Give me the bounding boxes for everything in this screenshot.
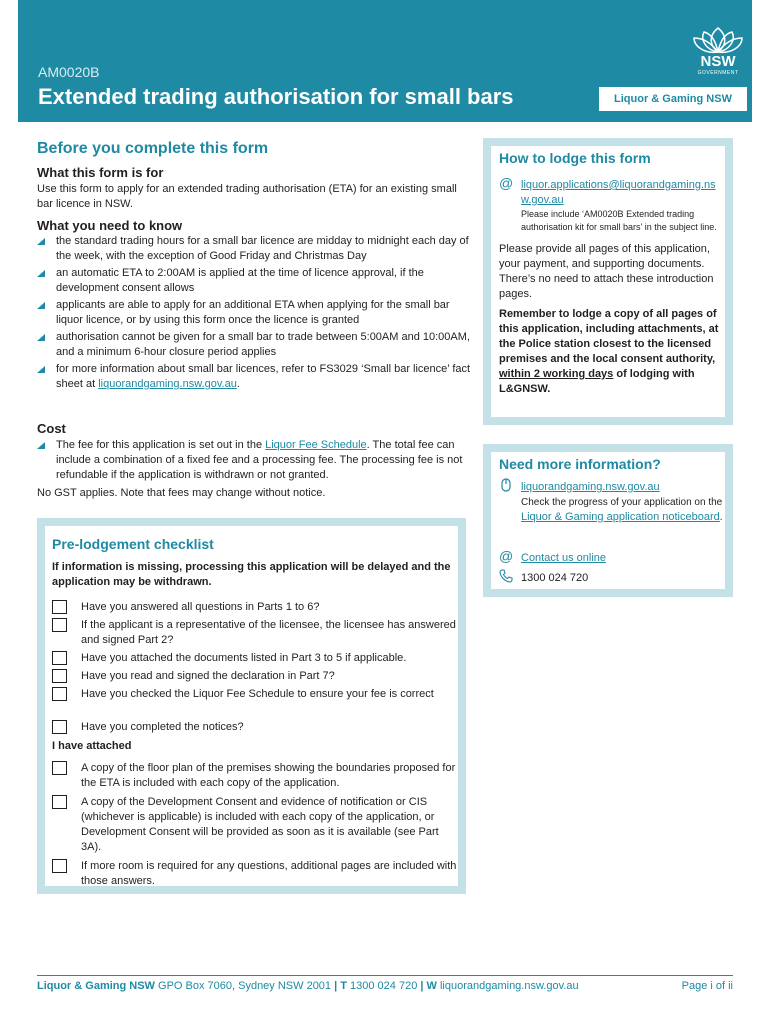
contact-link[interactable]: Contact us online [521,552,606,564]
section-heading-before: Before you complete this form [37,140,269,157]
contact-row [499,548,724,566]
checklist-item: If the applicant is a representative of the licensee, the licensee has answered and signed Part 2? [52,618,457,648]
checklist-warning: If information is missing, processing this application will be delayed and the application may be withdrawn. [52,561,451,588]
checklist-item: Have you read and signed the declaration in Part 7? [52,669,457,684]
logo-subtext: GOVERNMENT [697,70,739,76]
noticeboard-link[interactable]: Liquor & Gaming application noticeboard [521,511,720,523]
page-footer: Liquor & Gaming NSW GPO Box 7060, Sydney NSW 2001 | T 1300 024 720 | W liquorandgaming.nsw.gov.au Page i of ii [37,980,733,992]
need-to-know-list [37,234,477,394]
checkbox[interactable] [52,600,67,614]
how-to-lodge-box [483,138,733,425]
list-item: authorisation cannot be given for a small bar to trade between 5:00AM and 10:00AM, and a minimum 6-hour closure period applies [37,330,477,360]
checkbox[interactable] [52,720,67,734]
pre-lodgement-checklist [37,518,466,894]
cost-heading: Cost [37,421,66,436]
triangle-bullet-icon [37,302,45,309]
checkbox[interactable] [52,795,67,809]
list-item: The fee for this application is set out in the Liquor Fee Schedule. The total fee can include a combination of a fixed fee and a processing fee. The processing fee is not refundable if the application is withdrawn or not granted. [37,438,477,483]
footer-agency: Liquor & Gaming NSW [37,980,155,992]
attached-item: A copy of the Development Consent and evidence of notification or CIS (whichever is applicable) is included with each copy of the application, or Development Consent will be provided as soon as it is available (see Part 3A). [52,795,457,855]
triangle-bullet-icon [37,238,45,245]
phone-icon [499,569,513,586]
email-note: Please include ‘AM0020B Extended trading authorisation kit for small bars’ in the subject line. [521,209,717,232]
checklist-heading: Pre-lodgement checklist [52,536,214,552]
remember-note: Remember to lodge a copy of all pages of this application, including attachments, at the Police station closest to the licensed premises and the local consent authority, within 2 working days of lodging with L&GNSW. [499,308,719,395]
list-item: for more information about small bar licences, refer to FS3029 ‘Small bar licence’ fact sheet at liquorandgaming.nsw.gov.au. [37,362,477,392]
website-row [499,480,724,525]
triangle-bullet-icon [37,366,45,373]
checklist-item: Have you attached the documents listed in Part 3 to 5 if applicable. [52,651,457,666]
fee-schedule-link[interactable]: Liquor Fee Schedule [265,439,367,451]
form-code: AM0020B [38,64,100,80]
waratah-icon [688,24,748,54]
provide-text: Please provide all pages of this application, your payment, and supporting documents. There’s no need to attach these introduction pages. [499,243,714,300]
triangle-bullet-icon [37,270,45,277]
attached-item: If more room is required for any questions, additional pages are included with those answers. [52,859,457,889]
agency-badge: Liquor & Gaming NSW [599,87,747,111]
checkbox[interactable] [52,651,67,665]
lodge-heading: How to lodge this form [499,150,651,166]
footer-website[interactable]: liquorandgaming.nsw.gov.au [439,980,579,992]
phone-row [499,571,724,586]
triangle-bullet-icon [37,334,45,341]
check-progress-text: Check the progress of your application on the Liquor & Gaming application noticeboard. [521,497,723,523]
email-row [499,175,724,234]
at-sign-icon: @ [499,548,514,564]
email-link[interactable]: liquor.applications@liquorandgaming.nsw.gov.au [521,179,716,206]
what-for-heading: What this form is for [37,165,164,180]
checkbox[interactable] [52,618,67,632]
nsw-waratah-logo [688,24,748,80]
list-item: an automatic ETA to 2:00AM is applied at the time of licence approval, if the development consent allows [37,266,477,296]
checkbox[interactable] [52,687,67,701]
need-more-heading: Need more information? [499,456,661,472]
footer-divider [37,975,733,976]
footer-phone: 1300 024 720 [350,980,421,992]
what-for-text: Use this form to apply for an extended trading authorisation (ETA) for an existing small bar licence in NSW. [37,183,457,210]
checkbox[interactable] [52,669,67,683]
checkbox[interactable] [52,761,67,775]
list-item: applicants are able to apply for an additional ETA when applying for the small bar liquor licence, or by using this form once the licence is granted [37,298,477,328]
checklist-item: Have you completed the notices? [52,720,457,735]
attached-item: A copy of the floor plan of the premises showing the boundaries proposed for the ETA is included with each copy of the application. [52,761,457,791]
need-to-know-heading: What you need to know [37,218,183,233]
logo-text: NSW [700,53,736,70]
page-header [18,0,752,122]
phone-number: 1300 024 720 [521,572,589,584]
need-more-info-box [483,444,733,597]
checklist-item: Have you answered all questions in Parts 1 to 6? [52,600,457,615]
website-link[interactable]: liquorandgaming.nsw.gov.au [521,481,660,493]
list-item: the standard trading hours for a small bar licence are midday to midnight each day of the week, with the exception of Good Friday and Christmas Day [37,234,477,264]
gst-note: No GST applies. Note that fees may change without notice. [37,487,326,499]
mouse-icon [499,478,513,495]
checklist-item: Have you checked the Liquor Fee Schedule to ensure your fee is correct [52,687,457,702]
checkbox[interactable] [52,859,67,873]
triangle-bullet-icon [37,442,45,449]
at-sign-icon: @ [499,175,514,191]
attached-heading: I have attached [52,740,132,752]
page-number: Page i of ii [681,980,733,992]
cost-list [37,438,477,485]
liquorandgaming-link[interactable]: liquorandgaming.nsw.gov.au [98,378,237,390]
page-title: Extended trading authorisation for small bars [38,84,514,109]
